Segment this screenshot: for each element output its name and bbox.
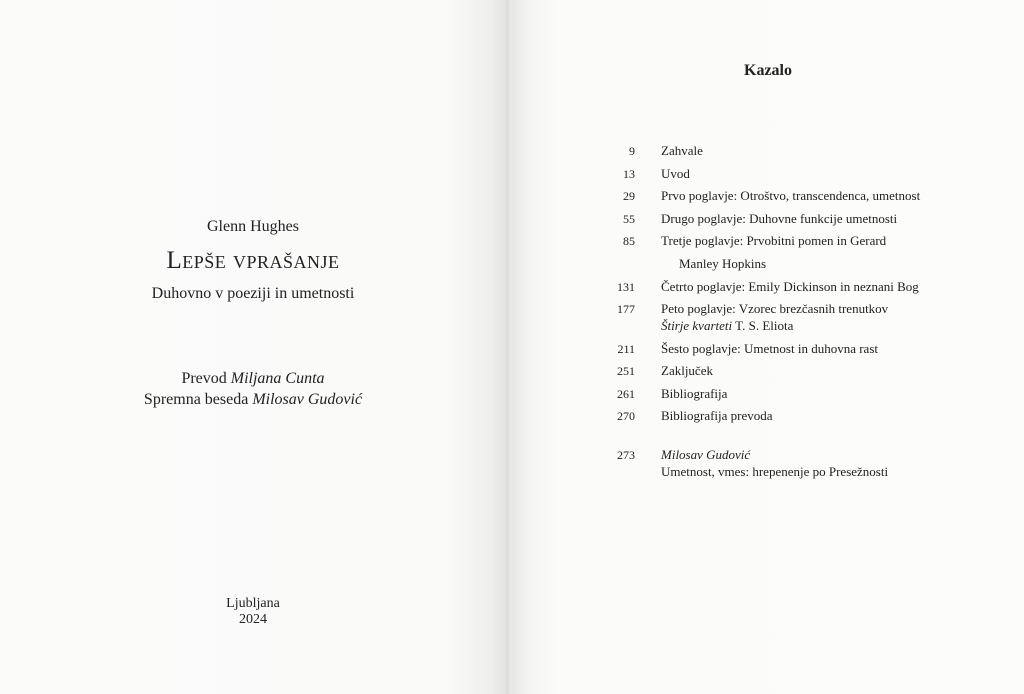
toc-entry-title: Zahvale [661, 143, 703, 158]
toc-entry-title: Peto poglavje: Vzorec brezčasnih trenutkov [661, 301, 889, 316]
left-page [0, 0, 506, 694]
book-title: Lepše vprašanje [166, 247, 340, 274]
toc-page-number: 55 [623, 212, 635, 226]
imprint [0, 596, 506, 628]
toc-page-number: 261 [617, 387, 635, 401]
translation-label: Prevod [181, 370, 227, 387]
toc-page-number: 177 [617, 302, 635, 316]
toc-entry-title: Bibliografija prevoda [661, 408, 773, 423]
toc-entry-title: Umetnost, vmes: hrepenenje po Presežnosti [661, 464, 889, 479]
toc-entry-title: Drugo poglavje: Duhovne funkcije umetnosti [661, 211, 898, 226]
toc-entry-title: Uvod [661, 166, 690, 181]
toc-page-number: 9 [629, 144, 635, 158]
author-name: Glenn Hughes [207, 218, 299, 235]
toc-entry-title: Četrto poglavje: Emily Dickinson in neznani Bog [661, 279, 919, 294]
toc-page-number: 211 [617, 342, 635, 356]
foreword-credit [0, 389, 506, 410]
toc-page-number: 251 [617, 364, 635, 378]
toc-entry-title: Tretje poglavje: Prvobitni pomen in Gerard [661, 233, 887, 248]
toc-heading: Kazalo [744, 62, 792, 79]
foreword-label: Spremna beseda [143, 391, 249, 408]
imprint-city: Ljubljana [226, 596, 280, 611]
toc-entry-title: Bibliografija [661, 386, 728, 401]
toc-entry-title: Zaključek [661, 363, 713, 378]
toc-entry-title: Šesto poglavje: Umetnost in duhovna rast [661, 341, 879, 356]
foreword-author: Milosav Gudović [252, 391, 363, 408]
toc-page-number: 270 [617, 409, 635, 423]
toc-page-number: 273 [617, 448, 635, 462]
book-subtitle: Duhovno v poeziji in umetnosti [151, 285, 355, 302]
toc-page-number: 131 [617, 280, 635, 294]
toc-page-number: 85 [623, 234, 635, 248]
toc-entry-title-continued [661, 317, 793, 334]
toc-entry-author: Milosav Gudović [661, 447, 751, 462]
toc-page-number: 13 [623, 167, 635, 181]
toc-entry-title: Prvo poglavje: Otroštvo, transcendenca, umetnost [661, 188, 921, 203]
imprint-year: 2024 [239, 612, 267, 627]
toc-page-number: 29 [623, 189, 635, 203]
translator-name: Miljana Cunta [230, 370, 325, 387]
toc-entry-title-continued: Manley Hopkins [679, 256, 767, 271]
toc-entry-title-rest: T. S. Eliota [735, 318, 794, 333]
toc-italic-work-title: Štirje kvarteti [661, 318, 733, 333]
credits [0, 368, 506, 410]
translation-credit [0, 368, 506, 389]
